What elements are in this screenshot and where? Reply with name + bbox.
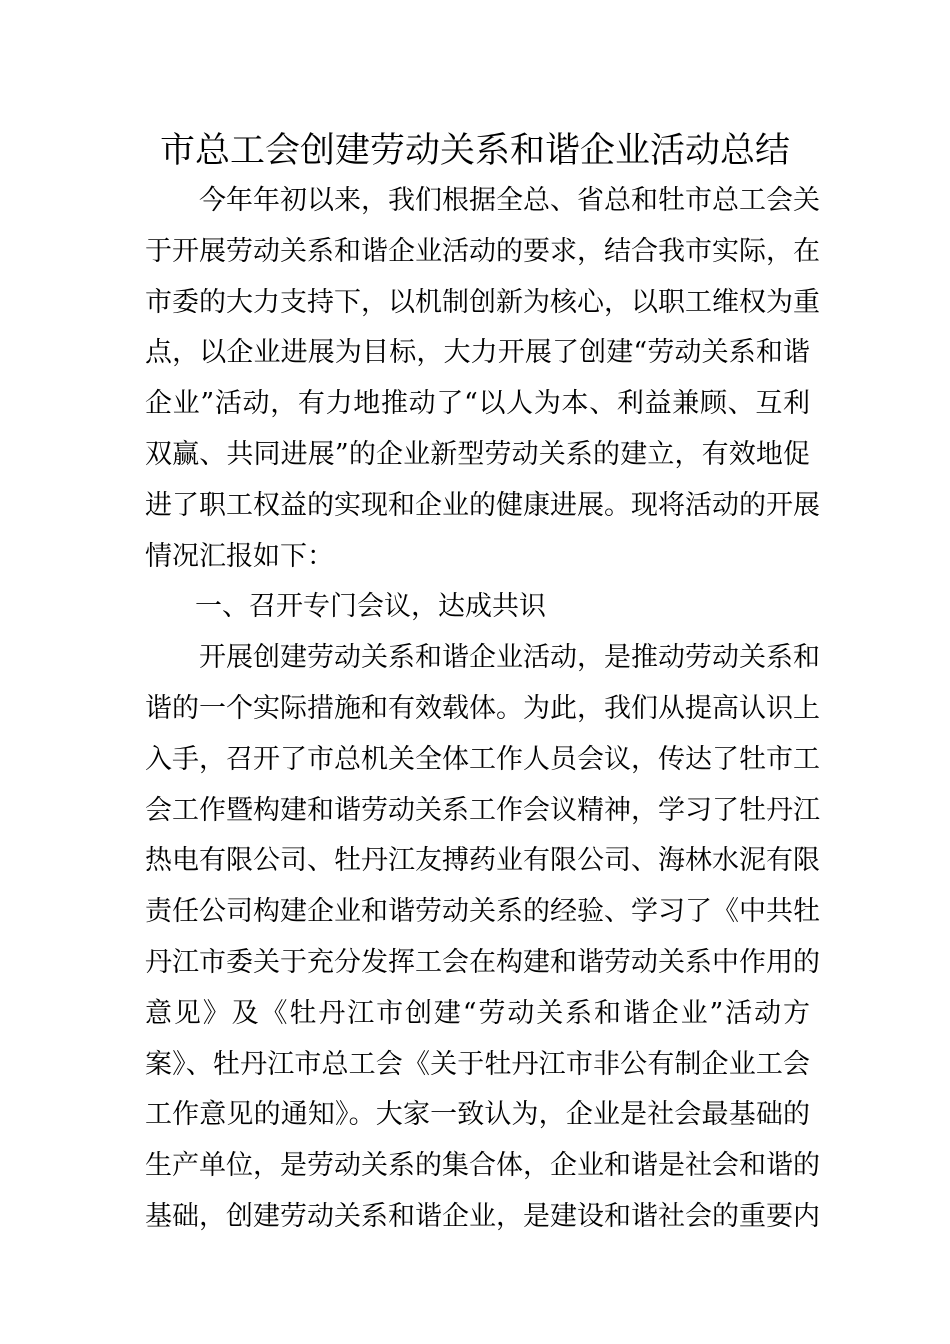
- paragraph-2-line-10: 工作意见的通知》。大家一致认为，企业是社会最基础的: [145, 1099, 810, 1131]
- paragraph-2-line-11: 生产单位，是劳动关系的集合体，企业和谐是社会和谐的: [145, 1150, 820, 1182]
- paragraph-2-line-1: 开展创建劳动关系和谐企业活动，是推动劳动关系和: [199, 642, 820, 674]
- paragraph-1-line-7: 进了职工权益的实现和企业的健康进展。现将活动的开展: [145, 489, 820, 521]
- section-heading-1: 一、召开专门会议，达成共识: [195, 591, 546, 623]
- paragraph-2-line-3: 入手，召开了市总机关全体工作人员会议，传达了牡市工: [145, 743, 820, 775]
- paragraph-2-line-4: 会工作暨构建和谐劳动关系工作会议精神，学习了牡丹江: [145, 794, 820, 826]
- paragraph-2-line-5: 热电有限公司、牡丹江友搏药业有限公司、海林水泥有限: [145, 845, 820, 877]
- paragraph-2-line-2: 谐的一个实际措施和有效载体。为此，我们从提高认识上: [145, 692, 820, 724]
- paragraph-1-line-6: 双赢、共同进展”的企业新型劳动关系的建立，有效地促: [145, 438, 810, 470]
- paragraph-2-line-7: 丹江市委关于充分发挥工会在构建和谐劳动关系中作用的: [145, 946, 820, 978]
- paragraph-1-line-3: 市委的大力支持下，以机制创新为核心，以职工维权为重: [145, 286, 820, 318]
- paragraph-1-line-4: 点，以企业进展为目标，大力开展了创建“劳动关系和谐: [145, 337, 810, 369]
- paragraph-2-line-8: 意见》及《牡丹江市创建“劳动关系和谐企业”活动方: [145, 997, 810, 1029]
- paragraph-1-line-8: 情况汇报如下：: [145, 540, 334, 572]
- paragraph-1-line-2: 于开展劳动关系和谐企业活动的要求，结合我市实际，在: [145, 235, 820, 267]
- paragraph-1-line-5: 企业”活动，有力地推动了“以人为本、利益兼顾、互利: [145, 388, 810, 420]
- paragraph-2-line-9: 案》、牡丹江市总工会《关于牡丹江市非公有制企业工会: [145, 1048, 810, 1080]
- paragraph-2-line-6: 责任公司构建企业和谐劳动关系的经验、学习了《中共牡: [145, 896, 820, 928]
- document-body: [145, 176, 820, 1243]
- document-title: 市总工会创建劳动关系和谐企业活动总结: [159, 131, 790, 171]
- paragraph-1-line-1: 今年年初以来，我们根据全总、省总和牡市总工会关: [199, 185, 820, 216]
- paragraph-2-line-12: 基础，创建劳动关系和谐企业，是建设和谐社会的重要内: [145, 1200, 820, 1232]
